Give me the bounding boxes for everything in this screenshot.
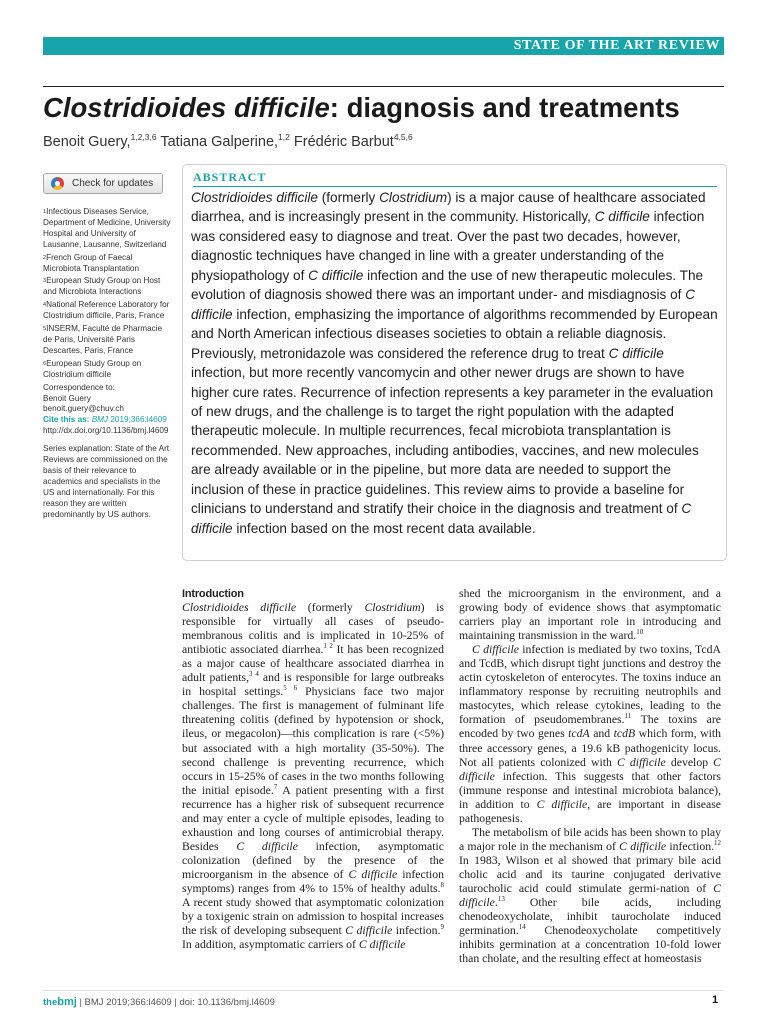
italic-term: Clostridium bbox=[379, 190, 448, 205]
reference-superscript: 13 bbox=[497, 895, 505, 904]
text-run: (formerly bbox=[317, 190, 380, 205]
text-run: The metabolism of bile acids has been shown to play a major role in the mechanism of bbox=[459, 825, 721, 853]
correspondence-email[interactable]: benoit.guery@chuv.ch bbox=[43, 404, 124, 414]
italic-term: C difficile bbox=[536, 797, 588, 811]
affiliation bbox=[43, 359, 171, 381]
text-run: Physicians face two major challenges. The first is management of fulminant life threatening colitis (defined by hypotension or shock, ileus, or megacolon)—this complication is rare (<5%) but associated with a high mortality (35-50%). The second challenge is preventing recurrence, which occurs in 15-25% of cases in the two months following the initial episode. bbox=[182, 685, 445, 797]
italic-term: C difficile bbox=[348, 867, 398, 881]
italic-term: C difficile bbox=[616, 755, 666, 769]
series-text: State of the Art Reviews are commissioned on the basis of their relevance to academics and specialists in the US and internationally. For this reason they are written predominantly by US authors. bbox=[43, 444, 170, 519]
correspondence-name: Benoit Guery bbox=[43, 393, 91, 403]
text-run: ) is a major cause of healthcare associated diarrhea, and is increasingly present in the community. Historically, bbox=[191, 190, 706, 225]
cite-ref: 2019;366:l4609 bbox=[108, 415, 167, 425]
reference-superscript: 7 bbox=[273, 782, 278, 791]
text-run: A patient presenting with a first recurrence has a higher risk of subsequent recurrence and may enter a cycle of multiple episodes, leading to exhaustion and long courses of antimicrobial therapy. Besides bbox=[182, 783, 444, 853]
affiliation bbox=[43, 253, 171, 275]
text-run: infection. bbox=[666, 839, 715, 853]
author-affiliation-ref: 1,2,3,6 bbox=[130, 132, 157, 143]
affiliation-number: 3 bbox=[43, 278, 47, 285]
text-run: infection is mediated by two toxins, TcdA and TcdB, which disrupt tight junctions and destroy the actin cytoskeleton of enterocytes. The toxins induce an inflammatory response by recruiting neutrophils and mastocytes, which release cytokines, leading to the formation of pseudomembranes. bbox=[459, 643, 721, 727]
italic-term: Clostridium bbox=[364, 601, 421, 615]
affiliation-text: Infectious Diseases Service, Department of Medicine, University Hospital and University of Lausanne, Lausanne, Switzerland bbox=[43, 207, 171, 249]
text-run: and bbox=[589, 727, 614, 741]
affiliation-number: 2 bbox=[43, 254, 47, 261]
italic-term: C difficile bbox=[191, 287, 696, 322]
footer-citation: | BMJ 2019;366:l4609 | doi: 10.1136/bmj.l4609 bbox=[76, 997, 275, 1008]
italic-term: C difficile bbox=[459, 881, 721, 910]
italic-term: C difficile bbox=[459, 755, 722, 783]
abstract-heading: ABSTRACT bbox=[193, 170, 267, 184]
affiliation-number: 5 bbox=[43, 326, 47, 333]
text-run: develop bbox=[665, 755, 714, 769]
text-run: , are important in disease pathogenesis. bbox=[459, 797, 721, 825]
italic-term: C difficile bbox=[191, 501, 692, 536]
text-run: A recent study showed that asymptomatic colonization by a toxigenic strain on admission to hospital increases the risk of developing subsequent bbox=[182, 896, 444, 938]
page-footer bbox=[43, 996, 275, 1008]
text-run: infection. This suggests that other factors (immune response and intestinal microbiota balance), in addition to bbox=[459, 769, 721, 811]
text-run: which form, with three accessory genes, a 19.6 kB pathogenicity locus. Not all patients colonized with bbox=[459, 727, 721, 769]
reference-superscript: 1 2 bbox=[323, 642, 333, 651]
cite-journal: BMJ bbox=[91, 415, 109, 425]
text-run: and is responsible for large outbreaks in hospital settings. bbox=[182, 671, 444, 699]
reference-superscript: 3 4 bbox=[249, 670, 259, 679]
body-paragraph bbox=[182, 601, 444, 952]
affiliation-text: European Study Group on Clostridium difficile bbox=[43, 358, 142, 379]
column-paragraphs bbox=[182, 601, 444, 952]
abstract-text bbox=[191, 188, 719, 538]
text-run: In 1983, Wilson et al showed that primary bile acid cholic acid and its taurine conjugated derivative taurocholic acid could stimulate germi-nation of bbox=[459, 853, 721, 895]
affiliation-number: 4 bbox=[43, 302, 47, 309]
reference-superscript: 12 bbox=[714, 838, 722, 847]
text-run: infection was considered easy to diagnose and treat. Over the past two decades, however, diagnostic techniques have changed in line with a greater understanding of the physiopathology of bbox=[191, 209, 705, 283]
check-for-updates-label: Check for updates bbox=[72, 178, 154, 189]
affiliation-number: 6 bbox=[43, 360, 47, 367]
footer-logo-the: the bbox=[43, 997, 58, 1008]
body-column-right bbox=[459, 587, 721, 966]
affiliation-text: National Reference Laboratory for Clostridium difficile, Paris, France bbox=[43, 300, 170, 321]
body-paragraph bbox=[459, 587, 721, 643]
cite-label: Cite this as: bbox=[43, 415, 90, 425]
text-run: infection, but more recently vancomycin and other newer drugs are shown to have higher cure rates. Recurrence of infection represents a key parameter in the evaluation of new drugs, and the challenge is to target the right population with the adapted therapeutic molecule. In multiple recurrences, fecal microbiota transplantation is recommended. New approaches, including antibodies, vaccines, and new molecules are already available or in the pipeline, but more data are needed to support the inclusion of these in practice guidelines. This review aims to provide a baseline for clinicians to understand and stratify their choice in the diagnosis and treatment of bbox=[191, 365, 714, 517]
section-banner: STATE OF THE ART REVIEW bbox=[43, 37, 724, 55]
author-affiliation-ref: 1,2 bbox=[278, 132, 290, 143]
title-subject: : diagnosis and treatments bbox=[329, 92, 680, 123]
body-column-left bbox=[182, 587, 444, 952]
section-heading-introduction: Introduction bbox=[182, 588, 244, 600]
footer-divider bbox=[43, 990, 724, 991]
reference-superscript: 8 bbox=[440, 881, 444, 890]
column-paragraphs bbox=[459, 587, 721, 966]
affiliation bbox=[43, 207, 171, 251]
text-run: infection symptoms) ranges from 4% to 15% of healthy adults. bbox=[182, 867, 444, 895]
affiliation-text: European Study Group on Host and Microbiota Interactions bbox=[43, 276, 161, 297]
text-run: infection, emphasizing the importance of algorithms recommended by European and North American infectious diseases societies to obtain a reliable diagnosis. Previously, metronidazole was considered the reference drug to treat bbox=[191, 306, 718, 361]
page-number: 1 bbox=[712, 994, 719, 1006]
text-run: infection and the use of new therapeutic molecules. The evolution of diagnosis showed there was an important under- and misdiagnosis of bbox=[191, 267, 704, 303]
author-name: Benoit Guery, bbox=[43, 134, 131, 150]
check-updates-icon bbox=[51, 177, 64, 190]
affiliation bbox=[43, 324, 171, 357]
italic-term: C difficile bbox=[619, 839, 667, 853]
article-sidebar bbox=[43, 207, 171, 520]
text-run: infection based on the most recent data available. bbox=[232, 520, 536, 536]
text-run: shed the microorganism in the environment, and a growing body of evidence shows that asymptomatic carriers play an important role in introducing and maintaining transmission in the ward. bbox=[459, 587, 721, 643]
doi-link[interactable]: http://dx.doi.org/10.1136/bmj.l4609 bbox=[43, 426, 169, 436]
italic-term: C difficile bbox=[472, 643, 519, 657]
reference-superscript: 9 bbox=[440, 923, 444, 932]
author-affiliation-ref: 4,5,6 bbox=[393, 132, 413, 143]
italic-term: C difficile bbox=[345, 924, 393, 938]
footer-logo-bmj: bmj bbox=[57, 996, 77, 1008]
title-divider bbox=[43, 86, 724, 87]
article-title bbox=[43, 91, 733, 125]
italic-term: C difficile bbox=[308, 267, 364, 283]
text-run: The toxins are encoded by two genes bbox=[459, 713, 721, 741]
italic-term: C difficile bbox=[236, 839, 298, 853]
correspondence-label: Correspondence to: bbox=[43, 382, 115, 392]
text-run: In addition, asymptomatic carriers of bbox=[182, 938, 359, 952]
italic-term: C difficile bbox=[594, 209, 650, 225]
italic-term: Clostridioides difficile bbox=[182, 601, 297, 615]
abstract-divider bbox=[193, 186, 717, 187]
affiliation-text: French Group of Faecal Microbiota Transplantation bbox=[43, 252, 140, 273]
text-run: (formerly bbox=[296, 601, 365, 615]
text-run: ) is responsible for virtually all cases of pseudo-membranous colitis and is implicated in 10-25% of antibiotic associated diarrhea. bbox=[182, 601, 444, 657]
author-name: Tatiana Galperine, bbox=[156, 134, 279, 150]
italic-term: tcdA bbox=[568, 727, 590, 741]
series-explanation bbox=[43, 444, 171, 520]
text-run: infection. bbox=[392, 924, 441, 938]
text-run: Chenodeoxycholate competitively inhibits germination at a concentration 10-fold lower than cholate, and the resulting effect at homeostasis bbox=[459, 924, 721, 966]
reference-superscript: 5 6 bbox=[283, 684, 298, 693]
reference-superscript: 14 bbox=[518, 923, 526, 932]
series-label: Series explanation: bbox=[43, 444, 113, 454]
affiliation-number: 1 bbox=[43, 209, 47, 215]
author-list bbox=[43, 134, 413, 150]
italic-term: C difficile bbox=[358, 938, 406, 952]
affiliation bbox=[43, 300, 171, 322]
text-run: Other bile acids, including chenodeoxycholate, inhibit taurocholate induced germination. bbox=[459, 896, 721, 938]
text-run: . bbox=[494, 896, 498, 910]
italic-term: Clostridioides difficile bbox=[191, 190, 318, 205]
text-run: infection, asymptomatic colonization (defined by the presence of the microorganism in the absence of bbox=[182, 839, 444, 881]
italic-term: tcdB bbox=[613, 727, 636, 741]
body-paragraph bbox=[459, 643, 721, 826]
title-organism: Clostridioides difficile bbox=[43, 92, 330, 123]
author-name: Frédéric Barbut bbox=[289, 134, 394, 150]
cite-as bbox=[43, 415, 171, 426]
text-run: It has been recognized as a major cause of healthcare associated diarrhea in adult patients, bbox=[182, 643, 445, 685]
reference-superscript: 11 bbox=[624, 712, 632, 721]
reference-superscript: 10 bbox=[636, 628, 644, 637]
body-paragraph bbox=[459, 826, 721, 966]
check-for-updates-button[interactable] bbox=[43, 173, 163, 194]
affiliation bbox=[43, 276, 171, 298]
affiliation-text: INSERM, Faculté de Pharmacie de Paris, Université Paris Descartes, Paris, France bbox=[43, 324, 163, 355]
italic-term: C difficile bbox=[608, 345, 664, 361]
